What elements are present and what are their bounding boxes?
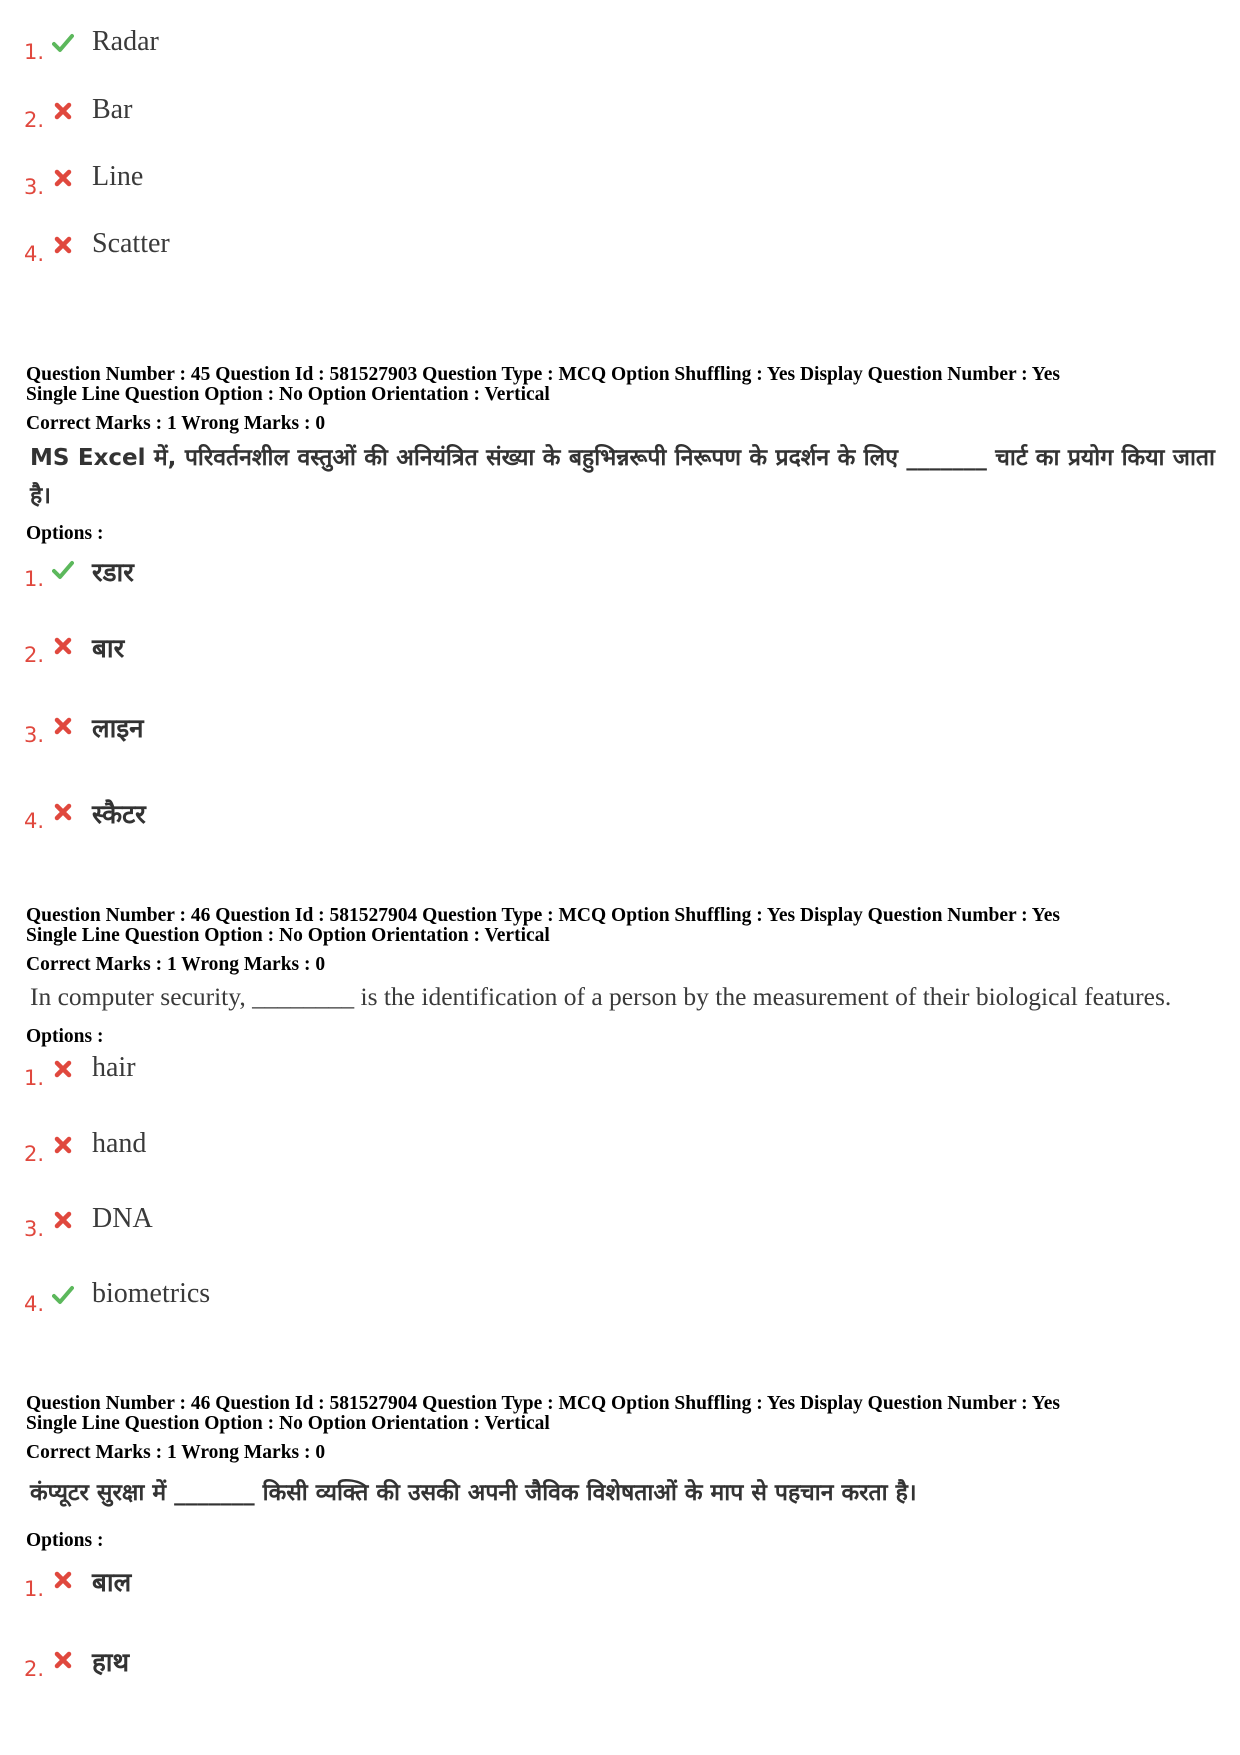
option-text: Radar bbox=[92, 26, 159, 57]
cross-icon bbox=[52, 167, 74, 189]
question-text: MS Excel में, परिवर्तनशील वस्तुओं की अनियंत्रित संख्या के बहुभिन्नरूपी निरूपण के प्रदर्शन के लिए _______ चार्ट का प्रयोग किया जाता है। bbox=[30, 445, 1215, 509]
check-icon bbox=[52, 559, 74, 581]
cross-icon bbox=[52, 1649, 74, 1671]
question-meta-line1: Question Number : 46 Question Id : 581527904 Question Type : MCQ Option Shuffling : Yes Display Question Number : Yes bbox=[26, 905, 1060, 926]
option-number: 3. bbox=[24, 1217, 45, 1241]
question-meta-line1: Question Number : 45 Question Id : 581527903 Question Type : MCQ Option Shuffling : Yes Display Question Number : Yes bbox=[26, 364, 1060, 385]
cross-icon bbox=[52, 234, 74, 256]
option-item bbox=[0, 26, 1200, 66]
option-item bbox=[0, 161, 1200, 201]
options-label: Options : bbox=[26, 1026, 104, 1047]
question-meta-line2: Single Line Question Option : No Option Orientation : Vertical bbox=[26, 925, 550, 946]
option-text: बार bbox=[92, 634, 125, 664]
option-number: 4. bbox=[24, 1292, 45, 1316]
option-number: 1. bbox=[24, 40, 45, 64]
question-text: In computer security, ________ is the identification of a person by the measurement of their biological features. bbox=[30, 982, 1172, 1011]
option-item bbox=[0, 629, 1200, 669]
option-number: 3. bbox=[24, 723, 45, 747]
option-item bbox=[0, 1643, 1200, 1683]
option-number: 3. bbox=[24, 175, 45, 199]
option-text: DNA bbox=[92, 1203, 153, 1234]
option-text: बाल bbox=[92, 1568, 132, 1598]
option-item bbox=[0, 1052, 1200, 1092]
option-number: 2. bbox=[24, 108, 45, 132]
cross-icon bbox=[52, 1134, 74, 1156]
option-text: hand bbox=[92, 1128, 147, 1159]
check-icon bbox=[52, 32, 74, 54]
option-text: Line bbox=[92, 161, 144, 192]
option-text: Bar bbox=[92, 94, 133, 125]
option-text: hair bbox=[92, 1052, 136, 1083]
option-number: 1. bbox=[24, 567, 45, 591]
check-icon bbox=[52, 1284, 74, 1306]
option-text: स्कैटर bbox=[92, 800, 146, 830]
option-number: 4. bbox=[24, 809, 45, 833]
question-text: कंप्यूटर सुरक्षा में _______ किसी व्यक्ति की उसकी अपनी जैविक विशेषताओं के माप से पहचान करता है। bbox=[30, 1480, 917, 1506]
option-item bbox=[0, 1203, 1200, 1243]
question-meta-line1: Question Number : 46 Question Id : 581527904 Question Type : MCQ Option Shuffling : Yes Display Question Number : Yes bbox=[26, 1393, 1060, 1414]
option-number: 4. bbox=[24, 242, 45, 266]
option-item bbox=[0, 795, 1200, 835]
option-number: 1. bbox=[24, 1066, 45, 1090]
options-label: Options : bbox=[26, 1530, 104, 1551]
option-item bbox=[0, 94, 1200, 134]
cross-icon bbox=[52, 715, 74, 737]
option-text: Scatter bbox=[92, 228, 170, 259]
cross-icon bbox=[52, 1569, 74, 1591]
cross-icon bbox=[52, 1058, 74, 1080]
question-marks: Correct Marks : 1 Wrong Marks : 0 bbox=[26, 1442, 326, 1463]
option-item bbox=[0, 709, 1200, 749]
question-marks: Correct Marks : 1 Wrong Marks : 0 bbox=[26, 954, 326, 975]
cross-icon bbox=[52, 1209, 74, 1231]
option-number: 2. bbox=[24, 1657, 45, 1681]
question-marks: Correct Marks : 1 Wrong Marks : 0 bbox=[26, 413, 326, 434]
option-number: 1. bbox=[24, 1577, 45, 1601]
option-item bbox=[0, 1278, 1200, 1318]
option-text: हाथ bbox=[92, 1648, 130, 1678]
options-label: Options : bbox=[26, 523, 104, 544]
option-item bbox=[0, 1563, 1200, 1603]
question-meta-line2: Single Line Question Option : No Option Orientation : Vertical bbox=[26, 1413, 550, 1434]
option-text: लाइन bbox=[92, 714, 144, 744]
option-item bbox=[0, 1128, 1200, 1168]
cross-icon bbox=[52, 100, 74, 122]
option-text: biometrics bbox=[92, 1278, 211, 1309]
question-meta-line2: Single Line Question Option : No Option Orientation : Vertical bbox=[26, 384, 550, 405]
cross-icon bbox=[52, 635, 74, 657]
option-number: 2. bbox=[24, 643, 45, 667]
option-text: रडार bbox=[92, 558, 134, 588]
option-number: 2. bbox=[24, 1142, 45, 1166]
cross-icon bbox=[52, 801, 74, 823]
option-item bbox=[0, 228, 1200, 268]
option-item bbox=[0, 553, 1200, 593]
